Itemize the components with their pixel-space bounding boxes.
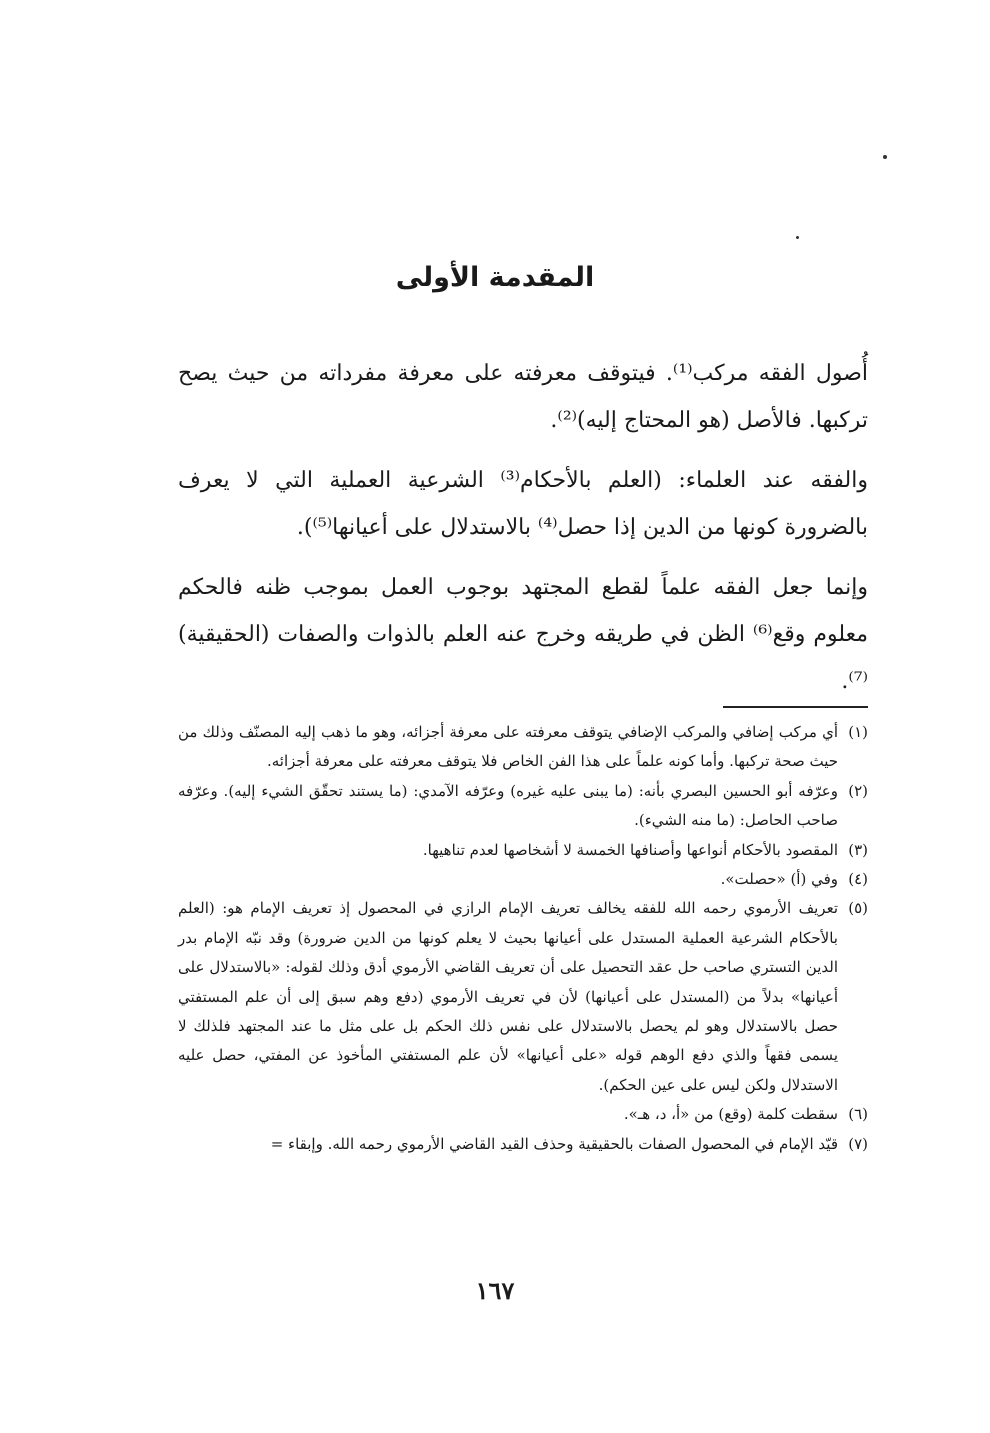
- footnote-text: قيّد الإمام في المحصول الصفات بالحقيقية وحذف القيد القاضي الأرموي رحمه الله. وإبقاء =: [270, 1134, 838, 1153]
- footnote-number: (٧): [848, 1134, 868, 1153]
- footnote-item: [178, 1100, 868, 1129]
- footnote-item: [178, 865, 868, 894]
- footnote-item: [178, 836, 868, 865]
- footnote-text: أي مركب إضافي والمركب الإضافي يتوقف معرفته على معرفة أجزائه، وهو ما ذهب إليه المصنّف وذلك من حيث صحة تركبها. وأما كونه علماً على هذا الفن الخاص فلا يتوقف معرفته على معرفة أجزائه.: [178, 723, 838, 771]
- footnote-item: [178, 1130, 868, 1159]
- print-speck: [796, 236, 799, 239]
- footnote-number: (٣): [848, 840, 868, 859]
- footnotes: [178, 718, 868, 1159]
- footnote-text: تعريف الأرموي رحمه الله للفقه يخالف تعريف الإمام الرازي في المحصول إذ تعريف الإمام هو: (العلم بالأحكام الشرعية العملية المستدل على أعيانها بحيث لا يعلم كونها من الدين ضرورة) وقد نبّه الإمام بدر الدين التستري صاحب حل عقد التحصيل على أن تعريف القاضي الأرموي أدق وذلك لقوله: «بالاستدلال على أعيانها» بدلاً من (المستدل على أعيانها) لأن في تعريف الأرموي (دفع وهم سبق إلى أن علم المستفتي حصل بالاستدلال وهو لم يحصل بالاستدلال على نفس ذلك الحكم بل على مثل ما عند المجتهد فلذلك لا يسمى فقهاً والذي دفع الوهم قوله «على أعيانها» لأن علم المستفتي المأخوذ عن المفتي، حصل عليه الاستدلال ولكن ليس على عين الحكم).: [178, 899, 838, 1094]
- footnote-text: وفي (أ) «حصلت».: [720, 870, 838, 889]
- print-speck: [883, 155, 887, 159]
- footnote-separator: [723, 706, 868, 708]
- footnote-number: (٥): [848, 899, 868, 918]
- footnote-item: [178, 718, 868, 777]
- footnote-item: [178, 894, 868, 1100]
- paragraph: والفقه عند العلماء: (العلم بالأحكام⁽³⁾ الشرعية العملية التي لا يعرف بالضرورة كونها من الدين إذا حصل⁽⁴⁾ بالاستدلال على أعيانها⁽⁵⁾).: [178, 468, 868, 540]
- paragraph: أُصول الفقه مركب⁽¹⁾. فيتوقف معرفته على معرفة مفرداته من حيث يصح تركبها. فالأصل (هو المحتاج إليه)⁽²⁾.: [178, 361, 869, 433]
- footnote-number: (٦): [848, 1105, 868, 1124]
- footnote-item: [178, 777, 868, 836]
- footnote-text: وعرّفه أبو الحسين البصري بأنه: (ما يبنى عليه غيره) وعرّفه الآمدي: (ما يستند تحقّق الشيء إليه). وعرّفه صاحب الحاصل: (ما منه الشيء).: [178, 781, 838, 830]
- page-number: ١٦٧: [475, 1276, 515, 1305]
- footnote-number: (٢): [848, 781, 868, 800]
- chapter-title: المقدمة الأولى: [395, 262, 595, 293]
- footnote-text: سقطت كلمة (وقع) من «أ، د، هـ».: [623, 1105, 838, 1124]
- footnote-text: المقصود بالأحكام أنواعها وأصنافها الخمسة لا أشخاصها لعدم تناهيها.: [422, 840, 838, 859]
- paragraph: وإنما جعل الفقه علماً لقطع المجتهد بوجوب العمل بموجب ظنه فالحكم معلوم وقع⁽⁶⁾ الظن في طريقه وخرج عنه العلم بالذوات والصفات (الحقيقية)⁽⁷⁾.: [178, 575, 869, 694]
- footnote-number: (٤): [848, 870, 868, 889]
- footnote-number: (١): [848, 723, 868, 741]
- main-text: [178, 350, 868, 718]
